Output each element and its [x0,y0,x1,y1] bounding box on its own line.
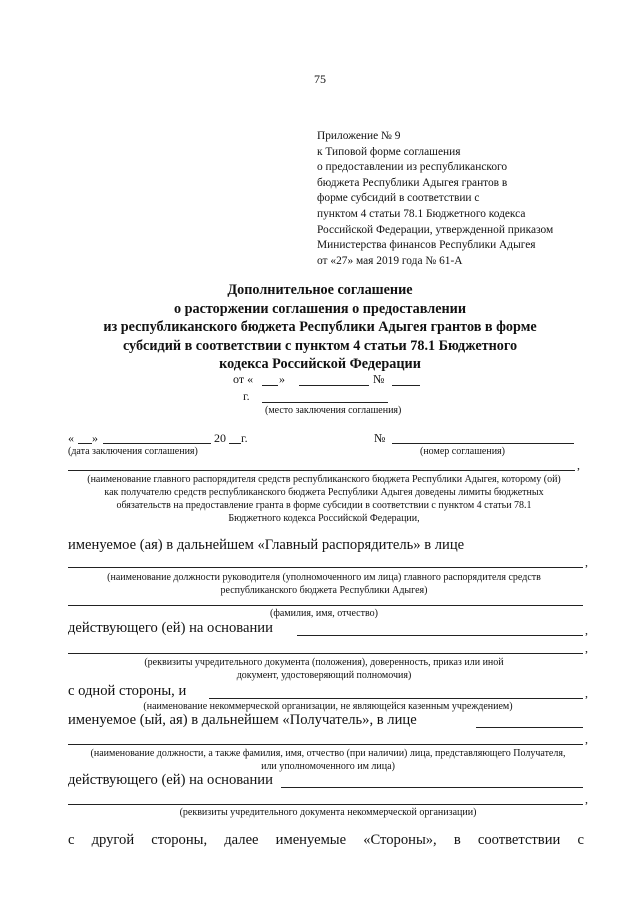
agreement-month-field[interactable] [299,385,369,386]
representative-position-field[interactable] [68,567,583,568]
word: с [68,832,75,848]
acting-basis-text: действующего (ей) на основании [68,620,273,636]
fio-caption: (фамилия, имя, отчество) [270,608,378,619]
date-number-field[interactable] [392,443,574,444]
word: в [453,832,461,848]
date-day-field[interactable] [78,443,92,444]
recipient-representative-caption [68,747,588,773]
word: далее [224,832,259,848]
one-side-text: с одной стороны, и [68,683,187,699]
word: именуемые [275,832,347,848]
recipient-basis-field[interactable] [281,787,583,788]
word: стороны, [151,832,208,848]
recipient-representative-continuation-field[interactable] [68,744,583,745]
caption-line: как получателю средств республиканского бюджета Республики Адыгея доведены лимиты бюджетных [104,487,544,498]
distributor-name-field[interactable] [68,470,575,471]
appendix-line: Приложение № 9 [317,130,401,142]
appendix-block [317,129,553,269]
date-year-field[interactable] [229,443,241,444]
title-line: из республиканского бюджета Республики Адыгея грантов в форме [103,319,537,336]
date-close-quote: » [92,431,98,445]
basis-caption [68,656,580,682]
comma: , [585,623,588,637]
date-year-suffix: г. [241,431,248,445]
place-field[interactable] [262,402,388,403]
organization-name-field[interactable] [209,698,583,699]
last-line [68,832,584,849]
agreement-date-quote: » [279,372,285,386]
caption-line: обязательств на предоставление гранта в форме субсидии в соответствии с пунктом 4 статьи 78.1 [116,500,532,511]
caption-line: республиканского бюджета Республики Адыгея) [220,585,428,596]
title-line: субсидий в соответствии с пунктом 4 статьи 78.1 Бюджетного [122,337,518,354]
agreement-number-sign: № [373,372,385,386]
recipient-representative-field[interactable] [476,727,583,728]
number-caption: (номер соглашения) [420,446,505,457]
title-line: о расторжении соглашения о предоставлении [173,300,467,317]
representative-fio-field[interactable] [68,605,583,606]
appendix-line: к Типовой форме соглашения [317,145,461,158]
recipient-basis-caption: (реквизиты учредительного документа некоммерческой организации) [179,807,477,818]
appendix-line: бюджета Республики Адыгея грантов в [317,176,508,189]
basis-continuation-field[interactable] [68,653,583,654]
caption-line: Бюджетного кодекса Российской Федерации, [228,513,420,524]
comma: , [577,458,580,472]
date-month-field[interactable] [103,443,211,444]
appendix-line: пунктом 4 статьи 78.1 Бюджетного кодекса [317,207,526,220]
caption-line: (реквизиты учредительного документа (положения), доверенность, приказ или иной [144,657,504,668]
appendix-line: от «27» мая 2019 года № 61-А [317,254,463,267]
word: соответствии [477,832,561,848]
comma: , [585,555,588,569]
named-main-distributor-text: именуемое (ая) в дальнейшем «Главный распорядитель» в лице [68,537,465,553]
comma: , [585,792,588,806]
date-open-quote: « [68,431,74,445]
recipient-acting-basis-text: действующего (ей) на основании [68,772,273,788]
comma: , [585,732,588,746]
distributor-caption [68,473,580,525]
place-caption: (место заключения соглашения) [265,405,402,416]
word: другой [91,832,135,848]
word: «Стороны», [363,832,437,848]
page-number: 75 [314,72,326,86]
caption-line: документ, удостоверяющий полномочия) [236,670,412,681]
comma: , [585,686,588,700]
caption-line: (наименование должности руководителя (уполномоченного им лица) главного распорядителя средств [107,572,541,583]
caption-line: (наименование должности, а также фамилия, имя, отчество (при наличии) лица, представляющего Получателя, [90,748,566,759]
caption-line: (наименование главного распорядителя средств республиканского бюджета Республики Адыгея, которому (ой) [87,474,561,485]
basis-field[interactable] [297,635,583,636]
agreement-number-field[interactable] [392,385,420,386]
appendix-line: форме субсидий в соответствии с [317,192,480,205]
title-line: кодекса Российской Федерации [219,356,421,373]
date-caption: (дата заключения соглашения) [68,446,198,457]
title-line: Дополнительное соглашение [227,282,413,298]
date-year-prefix: 20 [214,431,226,445]
word: с [577,832,584,848]
organization-caption: (наименование некоммерческой организации, не являющейся казенным учреждением) [143,701,513,712]
recipient-basis-continuation-field[interactable] [68,804,583,805]
document-title [0,281,640,374]
appendix-line: о предоставлении из республиканского [317,161,508,174]
caption-line: или уполномоченного им лица) [261,761,395,772]
agreement-date-prefix: от « [233,372,254,386]
appendix-line: Российской Федерации, утвержденной приказом [317,223,554,236]
appendix-line: Министерства финансов Республики Адыгея [317,239,536,252]
agreement-day-field[interactable] [262,385,278,386]
city-prefix: г. [243,389,250,403]
representative-caption [68,571,580,597]
date-number-sign: № [374,431,386,445]
named-recipient-text: именуемое (ый, ая) в дальнейшем «Получатель», в лице [68,712,417,728]
comma: , [585,641,588,655]
